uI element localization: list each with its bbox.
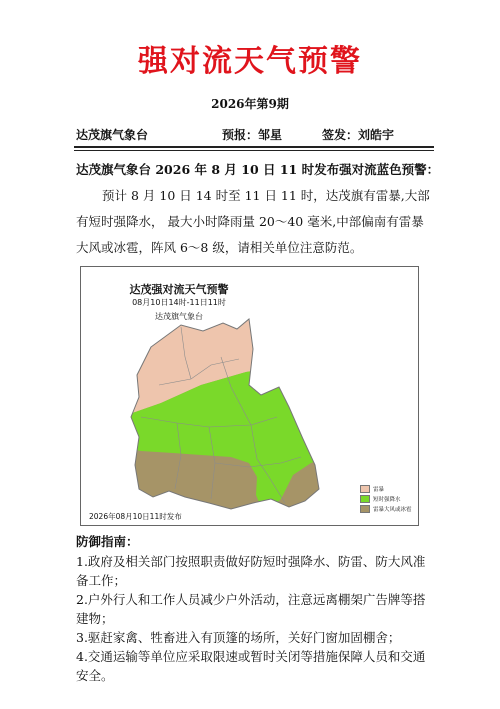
guide-title: 防御指南： — [76, 534, 139, 549]
guide-list — [76, 552, 431, 685]
header-rule-thin — [74, 150, 434, 151]
legend-swatch-rain — [360, 495, 370, 503]
guide-item: 1.政府及相关部门按照职责做好防短时强降水、防雷、防大风准备工作； — [76, 554, 426, 588]
meta-row — [76, 126, 426, 144]
map-time-range: 08月10日14时-11日11时 — [132, 298, 226, 307]
bulletin-headline: 达茂旗气象台 2026 年 8 月 10 日 11 时发布强对流蓝色预警： — [76, 162, 440, 177]
map-title: 达茂强对流天气预警 — [129, 283, 229, 296]
legend-swatch-thunder — [360, 485, 370, 493]
bulletin-body: 预计 8 月 10 日 14 时至 11 日 11 时，达茂旗有雷暴,大部有短时强降水， 最大小时降雨量 20～40 毫米,中部偏南有雷暴大风或冰雹，阵风 6～8 级，请相关单位注意防范。 — [76, 188, 430, 255]
map-legend — [360, 484, 414, 514]
guide-item: 3.驱赶家禽、牲畜进入有顶篷的场所，关好门窗加固棚舍； — [76, 630, 401, 645]
guide-item: 4.交通运输等单位应采取限速或暂时关闭等措施保障人员和交通安全。 — [76, 649, 426, 683]
header-rule-thick — [74, 146, 434, 148]
legend-item-hail — [360, 504, 414, 514]
legend-label-hail: 雷暴大风或冰雹 — [373, 507, 412, 513]
map-issuer: 达茂旗气象台 — [155, 312, 203, 321]
legend-swatch-hail — [360, 505, 370, 513]
approver: 签发：刘皓宇 — [322, 128, 395, 142]
guide-item: 2.户外行人和工作人员减少户外活动，注意远离棚架广告牌等搭建物； — [76, 592, 426, 626]
forecaster: 预报：邹星 — [222, 128, 283, 142]
legend-item-thunder — [360, 484, 414, 494]
page-title: 强对流天气预警 — [138, 44, 362, 79]
issue-number: 2026年第9期 — [211, 97, 289, 111]
warning-map — [80, 266, 419, 526]
station-name: 达茂旗气象台 — [76, 128, 149, 142]
legend-label-rain: 短时强降水 — [373, 497, 401, 503]
map-footer: 2026年08月10日11时发布 — [89, 512, 182, 521]
legend-item-rain — [360, 494, 414, 504]
legend-label-thunder: 雷暴 — [373, 487, 385, 493]
